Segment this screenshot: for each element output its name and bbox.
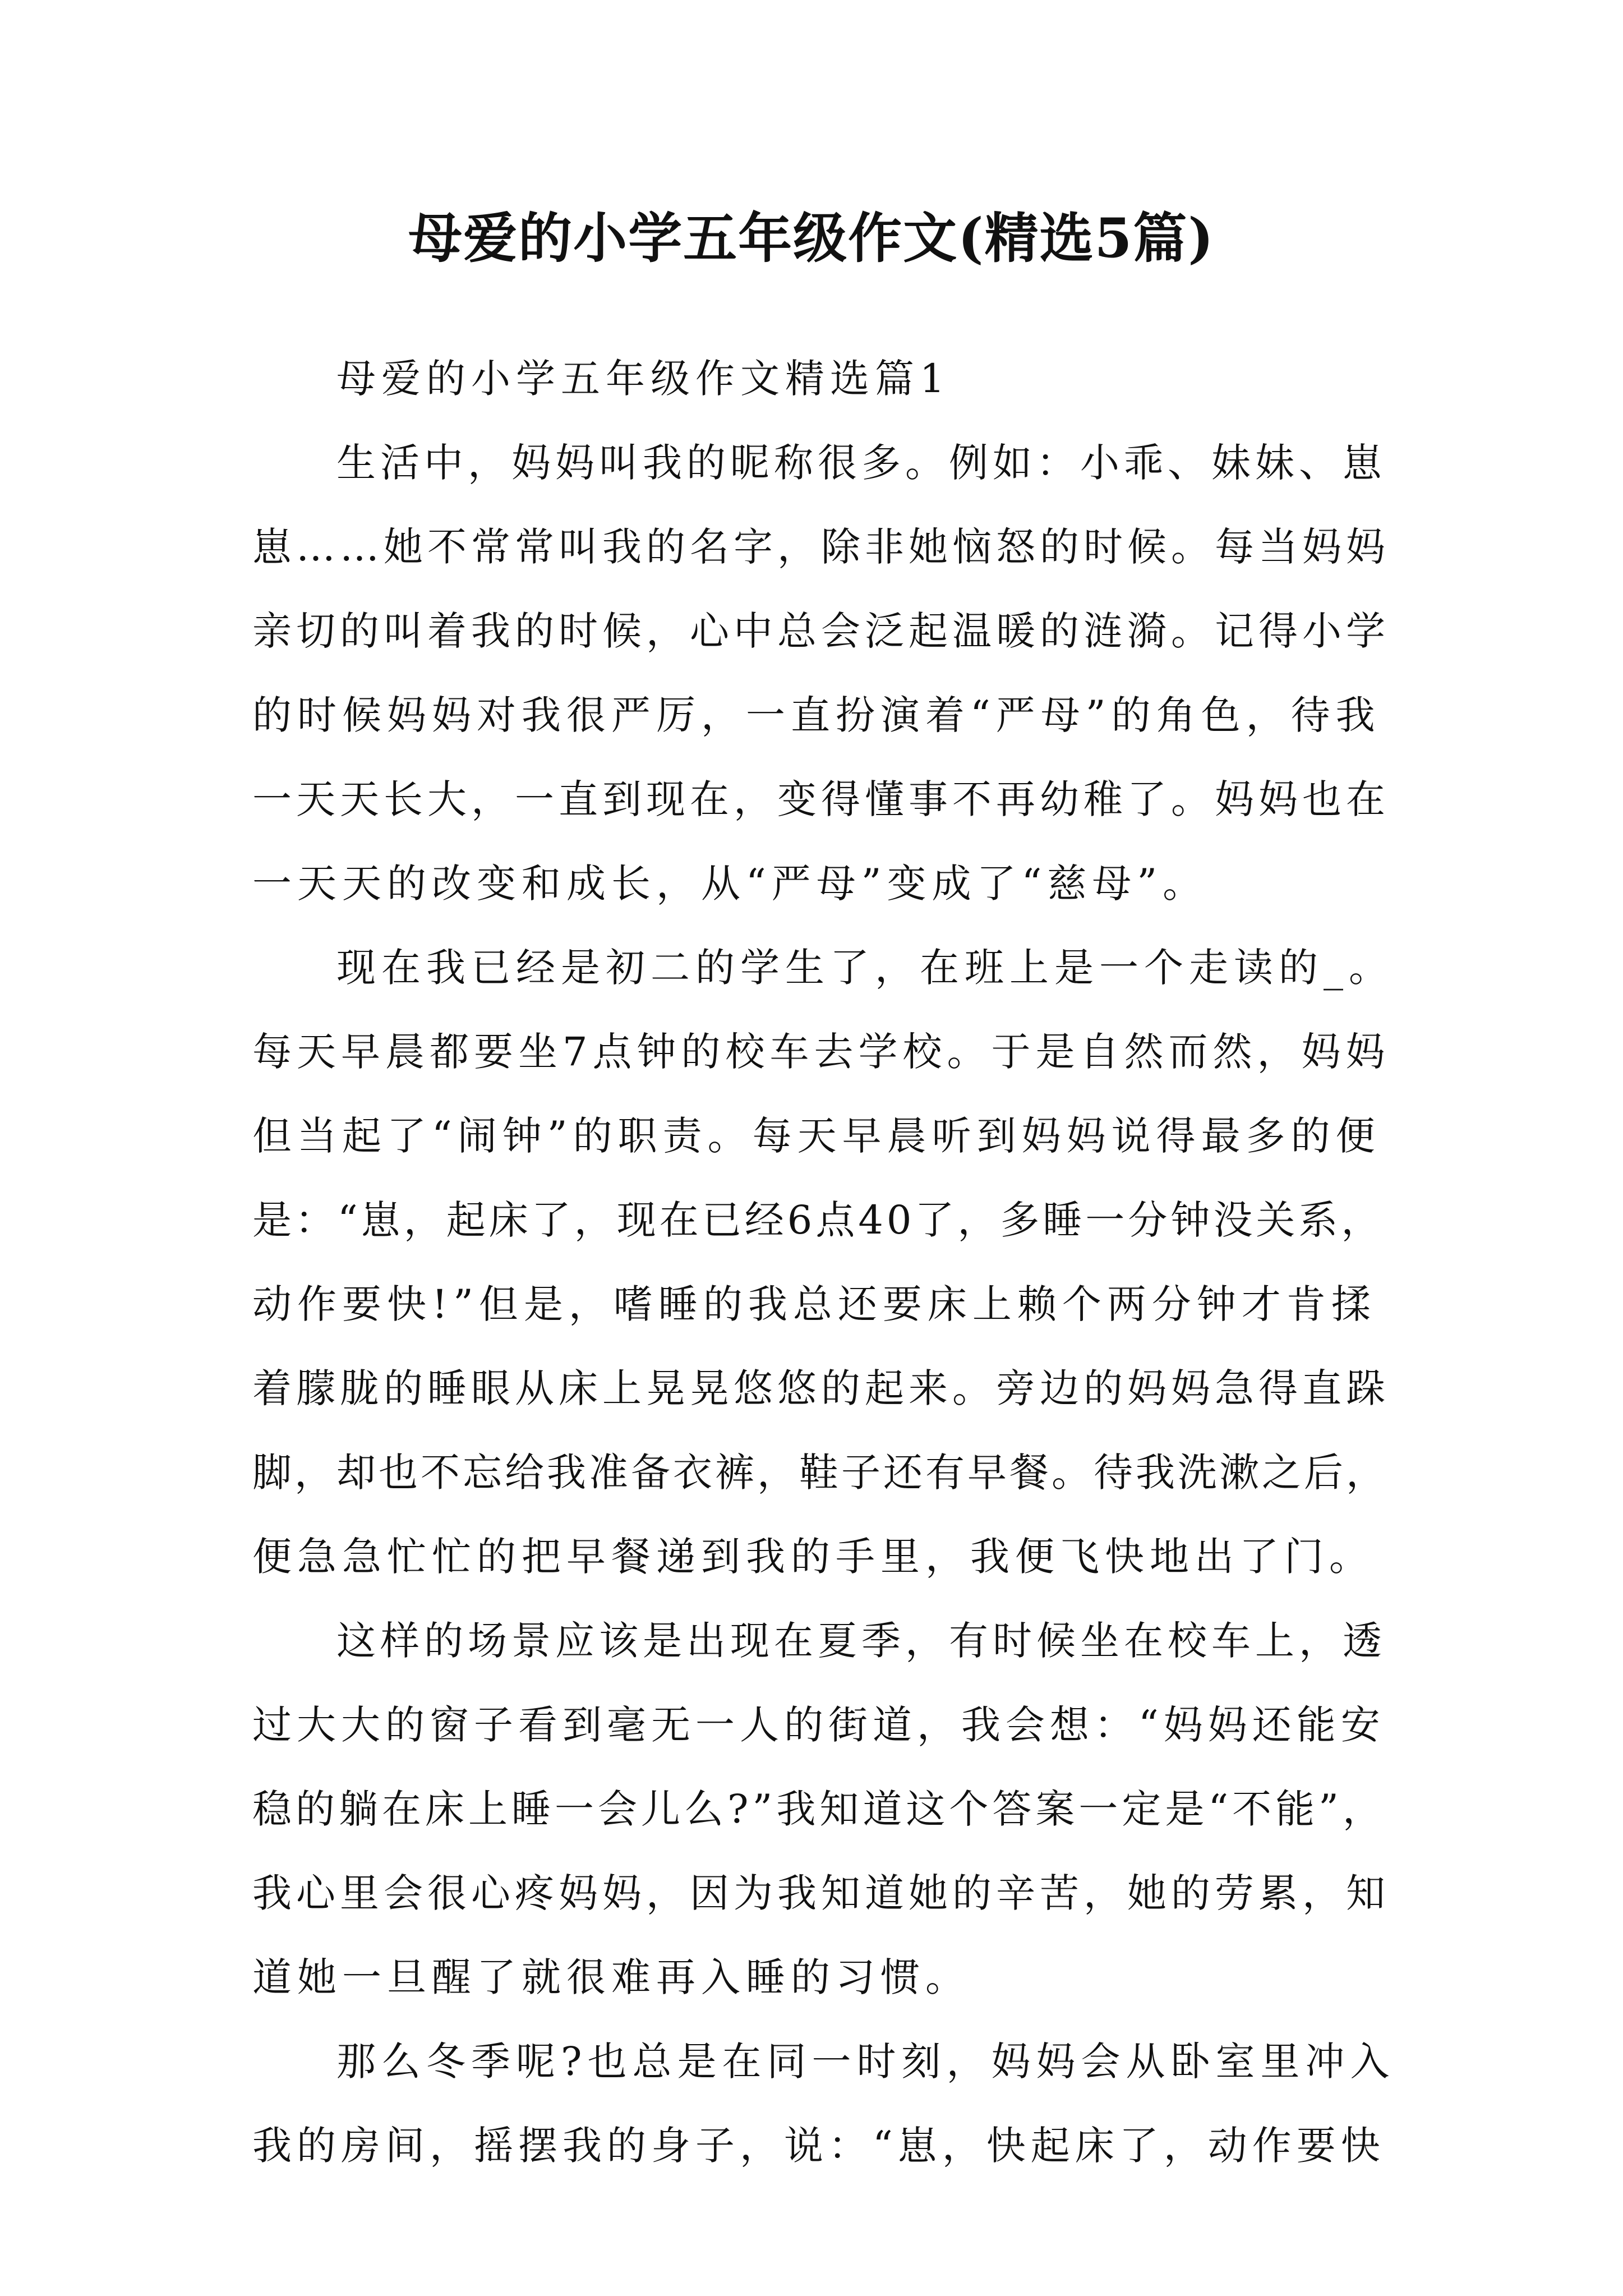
text-line: 的时候妈妈对我很严厉，一直扮演着“严母”的角色，待我 (252, 692, 1381, 738)
text-line: 崽……她不常常叫我的名字，除非她恼怒的时候。每当妈妈 (252, 524, 1390, 570)
text-line: 脚，却也不忘给我准备衣裤，鞋子还有早餐。待我洗漱之后， (252, 1450, 1388, 1496)
text-line: 但当起了“闹钟”的职责。每天早晨听到妈妈说得最多的便 (252, 1113, 1381, 1159)
text-line: 过大大的窗子看到毫无一人的街道，我会想：“妈妈还能安 (252, 1702, 1385, 1748)
text-line: 母爱的小学五年级作文精选篇1 (336, 356, 951, 402)
text-line: 每天早晨都要坐7点钟的校车去学校。于是自然而然，妈妈 (252, 1029, 1390, 1075)
document-title: 母爱的小学五年级作文(精选5篇) (408, 206, 1215, 270)
text-line: 一天天的改变和成长，从“严母”变成了“慈母”。 (252, 861, 1208, 907)
text-line: 生活中，妈妈叫我的昵称很多。例如：小乖、妹妹、崽 (336, 440, 1386, 486)
text-line: 动作要快!”但是，嗜睡的我总还要床上赖个两分钟才肯揉 (252, 1281, 1376, 1327)
document-body (252, 337, 1396, 2188)
text-line: 是：“崽，起床了，现在已经6点40了，多睡一分钟没关系， (252, 1197, 1384, 1243)
text-line: 道她一旦醒了就很难再入睡的习惯。 (252, 1954, 970, 2000)
text-line: 着朦胧的睡眼从床上晃晃悠悠的起来。旁边的妈妈急得直跺 (252, 1365, 1390, 1411)
text-line: 稳的躺在床上睡一会儿么?”我知道这个答案一定是“不能”， (252, 1786, 1386, 1832)
text-line: 那么冬季呢?也总是在同一时刻，妈妈会从卧室里冲入 (336, 2039, 1395, 2085)
text-line: 亲切的叫着我的时候，心中总会泛起温暖的涟漪。记得小学 (252, 608, 1390, 654)
text-line: 这样的场景应该是出现在夏季，有时候坐在校车上，透 (336, 1618, 1386, 1664)
text-line: 一天天长大，一直到现在，变得懂事不再幼稚了。妈妈也在 (252, 776, 1390, 822)
text-line: 我的房间，摇摆我的身子，说：“崽，快起床了，动作要快 (252, 2123, 1385, 2169)
text-line: 便急急忙忙的把早餐递到我的手里，我便飞快地出了门。 (252, 1534, 1374, 1580)
text-line: 现在我已经是初二的学生了，在班上是一个走读的_。 (336, 945, 1394, 991)
text-line: 我心里会很心疼妈妈，因为我知道她的辛苦，她的劳累，知 (252, 1870, 1390, 1916)
